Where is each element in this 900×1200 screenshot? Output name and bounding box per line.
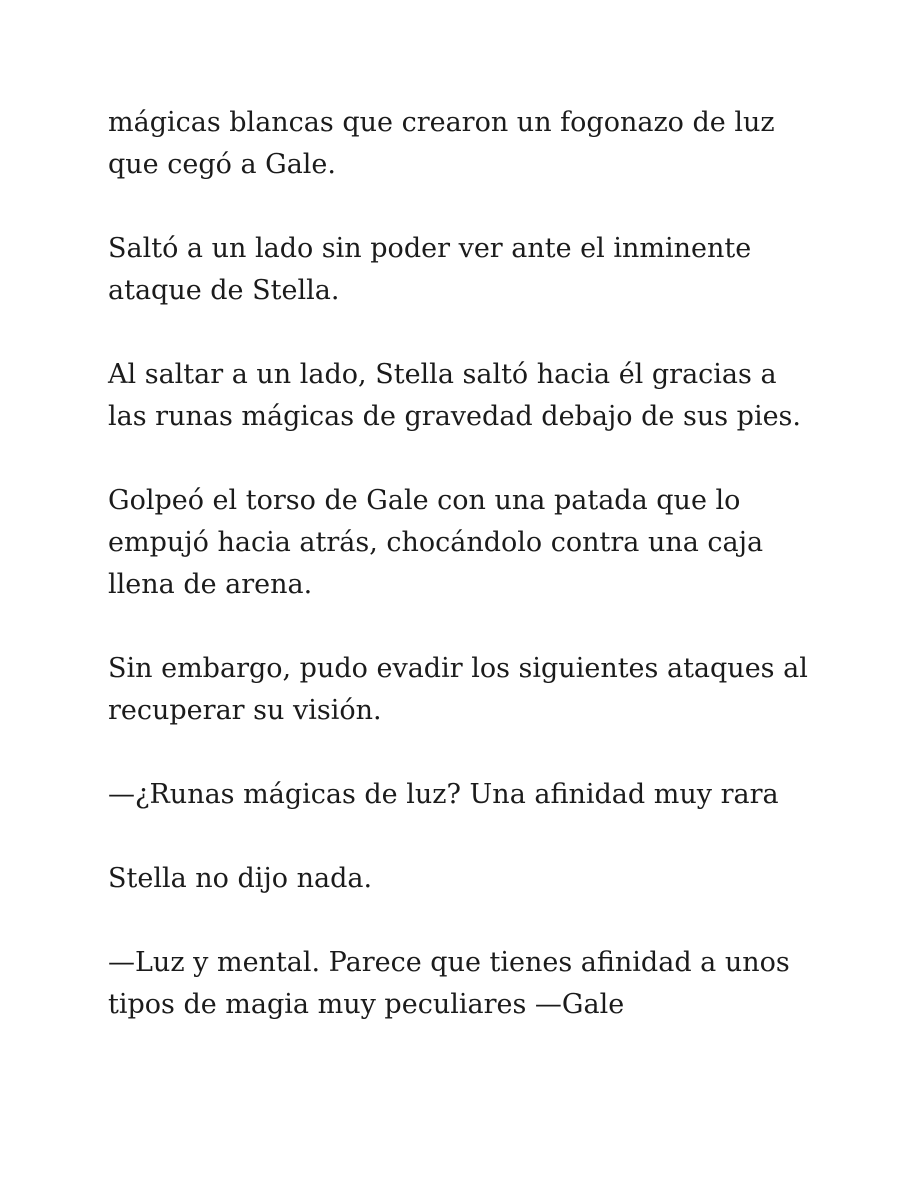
paragraph: Golpeó el torso de Gale con una patada que lo empujó hacia atrás, chocándolo contra una caja llena de arena. — [108, 485, 764, 600]
paragraph: Saltó a un lado sin poder ver ante el inminente ataque de Stella. — [108, 233, 752, 306]
paragraph: mágicas blancas que crearon un fogonazo de luz que cegó a Gale. — [108, 107, 775, 180]
paragraph: —Luz y mental. Parece que tienes afinidad a unos tipos de magia muy peculiares —Gale — [108, 947, 790, 1020]
paragraph: Sin embargo, pudo evadir los siguientes ataques al recuperar su visión. — [108, 653, 808, 726]
paragraph: Stella no dijo nada. — [108, 863, 373, 894]
document-page — [108, 102, 808, 1026]
paragraph: —¿Runas mágicas de luz? Una afinidad muy rara — [108, 779, 779, 810]
paragraph: Al saltar a un lado, Stella saltó hacia él gracias a las runas mágicas de gravedad debajo de sus pies. — [108, 359, 801, 432]
